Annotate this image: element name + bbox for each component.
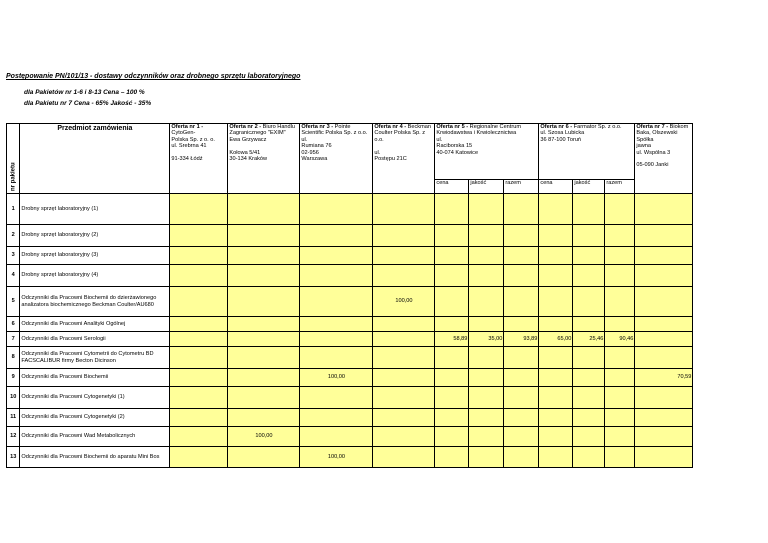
table-row [7,247,693,265]
offer-1-score [170,447,228,468]
package-name: Odczynniki dla Pracowni Wad Metabolicznych [20,427,170,447]
offer-3-score [300,317,373,332]
offer-7-score [635,387,693,409]
offer-3-score [300,387,373,409]
offer-3-score [300,225,373,247]
o6-total-header: razem [605,180,635,194]
package-name: Odczynniki dla Pracowni Cytogenetyki (1) [20,387,170,409]
offer-7-score [635,347,693,369]
package-name: Odczynniki dla Pracowni Cytogenetyki (2) [20,409,170,427]
offer-6-score-1 [539,447,573,468]
offer-4-score [373,387,435,409]
offer-6-score-1 [539,387,573,409]
package-number: 7 [7,332,20,347]
o5-quality-header: jakość [469,180,504,194]
offer-2-score [228,387,300,409]
offer-5-score-3 [504,409,539,427]
offer-3-score [300,409,373,427]
offer-4-score [373,317,435,332]
package-number: 3 [7,247,20,265]
offer-6-score-2 [573,247,605,265]
offer-6-score-1 [539,409,573,427]
criteria-line-1: dla Pakietów nr 1-6 i 8-13 Cena – 100 % [24,89,145,96]
offer-7-score [635,194,693,225]
package-name: Odczynniki dla Pracowni Biochemii do dzierżawionego analizatora biochemicznego Beckman Coulter/AU680 [20,287,170,317]
offer-1-score [170,265,228,287]
offer-6-score-1 [539,369,573,387]
offer-3-header: Oferta nr 3 - Pointe Scientific Polska Sp. z o.o. ul. Rumiana 76 02-956 Warszawa [300,124,373,194]
offer-5-score-2 [469,265,504,287]
page-title: Postępowanie PN/101/13 - dostawy odczynników oraz drobnego sprzętu laboratoryjnego [6,73,301,80]
offer-5-score-1 [435,347,469,369]
package-number: 8 [7,347,20,369]
offer-3-score [300,247,373,265]
offer-5-score-1 [435,194,469,225]
package-number: 13 [7,447,20,468]
subject-header: Przedmiot zamówienia [20,124,170,194]
offer-6-score-1 [539,194,573,225]
package-name: Drobny sprzęt laboratoryjny (2) [20,225,170,247]
package-number: 6 [7,317,20,332]
offer-3-score [300,427,373,447]
table-row [7,287,693,317]
package-name: Drobny sprzęt laboratoryjny (3) [20,247,170,265]
offer-6-score-2 [573,317,605,332]
offer-5-score-2 [469,317,504,332]
offer-3-score [300,194,373,225]
offer-5-score-3 [504,447,539,468]
o6-quality-header: jakość [573,180,605,194]
table-row [7,347,693,369]
offer-6-score-3 [605,387,635,409]
offer-6-score-1 [539,317,573,332]
offer-2-score [228,225,300,247]
offer-6-score-2 [573,387,605,409]
package-name: Odczynniki dla Pracowni Biochemii do aparatu Mini Bos [20,447,170,468]
offer-6-score-2 [573,409,605,427]
offer-6-score-1 [539,347,573,369]
offer-5-score-1 [435,369,469,387]
offer-5-score-2 [469,369,504,387]
offer-4-score [373,194,435,225]
offer-7-score [635,247,693,265]
offer-5-score-2 [469,194,504,225]
offer-5-score-1 [435,409,469,427]
offer-7-score [635,427,693,447]
offer-6-score-2 [573,447,605,468]
offer-6-header: Oferta nr 6 - Farmator Sp. z o.o. ul. Szosa Lubicka 36 87-100 Toruń [539,124,635,180]
offer-2-score: 100,00 [228,427,300,447]
offer-2-score [228,369,300,387]
offer-1-score [170,332,228,347]
offer-3-score: 100,00 [300,447,373,468]
offer-5-score-3 [504,427,539,447]
offer-5-score-2: 35,00 [469,332,504,347]
offer-5-score-2 [469,247,504,265]
offer-5-score-1 [435,287,469,317]
offer-6-score-3 [605,194,635,225]
offer-1-score [170,409,228,427]
offer-6-score-3 [605,265,635,287]
offer-6-score-2 [573,427,605,447]
offer-6-score-3 [605,347,635,369]
criteria-line-2: dla Pakietu nr 7 Cena - 65% Jakość - 35% [24,100,152,107]
offer-3-score: 100,00 [300,369,373,387]
offer-2-header: Oferta nr 2 - Biuro Handlu Zagranicznego "EXIM" Ewa Grzywacz Kołowa 5/41 30-134 Kraków [228,124,300,194]
offer-1-score [170,287,228,317]
offer-4-score [373,409,435,427]
offer-3-score [300,287,373,317]
offer-4-score [373,265,435,287]
offer-1-score [170,369,228,387]
package-name: Odczynniki dla Pracowni Biochemii [20,369,170,387]
package-number: 10 [7,387,20,409]
results-table [6,123,693,468]
offer-6-score-1 [539,287,573,317]
offer-6-score-2 [573,369,605,387]
offer-5-score-1 [435,387,469,409]
offer-5-score-1: 58,89 [435,332,469,347]
table-row [7,447,693,468]
offer-5-score-2 [469,409,504,427]
offer-7-score [635,447,693,468]
offer-4-score: 100,00 [373,287,435,317]
offer-3-score [300,332,373,347]
offer-5-score-2 [469,225,504,247]
package-name: Drobny sprzęt laboratoryjny (1) [20,194,170,225]
offer-5-score-2 [469,427,504,447]
table-row [7,427,693,447]
offer-5-score-3: 93,89 [504,332,539,347]
offer-6-score-3: 90,46 [605,332,635,347]
offer-5-score-1 [435,447,469,468]
package-name: Odczynniki dla Pracowni Serologii [20,332,170,347]
offer-7-score [635,287,693,317]
offer-5-score-2 [469,387,504,409]
offer-5-score-3 [504,225,539,247]
package-name: Odczynniki dla Pracowni Analityki Ogólnej [20,317,170,332]
offer-4-score [373,347,435,369]
offer-6-score-3 [605,427,635,447]
package-number: 11 [7,409,20,427]
offer-6-score-2 [573,225,605,247]
package-name: Odczynniki dla Pracowni Cytometrii do Cytometru BD FACSCALIBUR firmy Becton Dicinson [20,347,170,369]
offer-5-score-1 [435,247,469,265]
offer-6-score-2 [573,347,605,369]
offer-6-score-3 [605,287,635,317]
table-row [7,317,693,332]
offer-5-score-1 [435,317,469,332]
package-name: Drobny sprzęt laboratoryjny (4) [20,265,170,287]
offer-1-score [170,247,228,265]
offer-6-score-3 [605,317,635,332]
offer-1-score [170,194,228,225]
offer-1-header: Oferta nr 1 - CytoGen- Polska Sp. z o. o. ul. Srebrna 41 91-334 Łódź [170,124,228,194]
offer-5-score-2 [469,287,504,317]
offer-7-score [635,409,693,427]
offer-2-score [228,447,300,468]
table-row [7,265,693,287]
offer-4-score [373,247,435,265]
package-no-header: nr pakietu [7,124,20,194]
offer-7-score [635,225,693,247]
offer-1-score [170,225,228,247]
package-number: 12 [7,427,20,447]
offer-5-score-3 [504,347,539,369]
table-row [7,387,693,409]
package-number: 4 [7,265,20,287]
offer-4-score [373,332,435,347]
offer-4-score [373,225,435,247]
offer-2-score [228,194,300,225]
offer-7-header: Oferta nr 7 - Biokom Baka, Olszewski Spółka jawna ul. Wspólna 3 05-090 Janki [635,124,693,194]
package-number: 1 [7,194,20,225]
offer-5-score-2 [469,347,504,369]
o6-price-header: cena [539,180,573,194]
offer-6-score-3 [605,247,635,265]
offer-6-score-3 [605,225,635,247]
offer-5-score-3 [504,387,539,409]
offer-5-score-3 [504,317,539,332]
offer-5-header: Oferta nr 5 - Regionalne Centrum Krwiodawstwa i Krwiolecznictwa ul. Raciborska 15 40-074 Katowice [435,124,539,180]
offer-6-score-1: 65,00 [539,332,573,347]
offer-1-score [170,347,228,369]
offer-5-score-1 [435,225,469,247]
offer-6-score-2 [573,287,605,317]
table-row [7,332,693,347]
offer-5-score-3 [504,194,539,225]
offer-3-score [300,265,373,287]
offer-4-score [373,369,435,387]
offer-5-score-3 [504,369,539,387]
offer-7-score: 70,59 [635,369,693,387]
offer-6-score-2 [573,194,605,225]
package-number: 2 [7,225,20,247]
offer-5-score-1 [435,427,469,447]
table-row [7,194,693,225]
offer-2-score [228,265,300,287]
offer-2-score [228,287,300,317]
offer-4-score [373,447,435,468]
o5-total-header: razem [504,180,539,194]
offer-2-score [228,409,300,427]
offer-5-score-3 [504,287,539,317]
offer-5-score-2 [469,447,504,468]
offer-7-score [635,265,693,287]
offer-4-header: Oferta nr 4 - Beckman Coulter Polska Sp. z o.o. ul. Postępu 21C [373,124,435,194]
offer-3-score [300,347,373,369]
offer-6-score-1 [539,427,573,447]
offer-2-score [228,332,300,347]
offer-6-score-3 [605,447,635,468]
package-number: 9 [7,369,20,387]
offer-1-score [170,387,228,409]
offer-2-score [228,347,300,369]
offer-6-score-1 [539,247,573,265]
offer-5-score-3 [504,247,539,265]
table-row [7,409,693,427]
offer-2-score [228,247,300,265]
o5-price-header: cena [435,180,469,194]
offer-2-score [228,317,300,332]
package-number: 5 [7,287,20,317]
offer-5-score-3 [504,265,539,287]
offer-6-score-1 [539,265,573,287]
offer-6-score-1 [539,225,573,247]
offer-6-score-2 [573,265,605,287]
offer-4-score [373,427,435,447]
offer-7-score [635,317,693,332]
offer-6-score-3 [605,369,635,387]
offer-1-score [170,317,228,332]
table-row [7,225,693,247]
offer-6-score-3 [605,409,635,427]
offer-1-score [170,427,228,447]
offer-6-score-2: 25,46 [573,332,605,347]
table-row [7,369,693,387]
offer-7-score [635,332,693,347]
offer-5-score-1 [435,265,469,287]
